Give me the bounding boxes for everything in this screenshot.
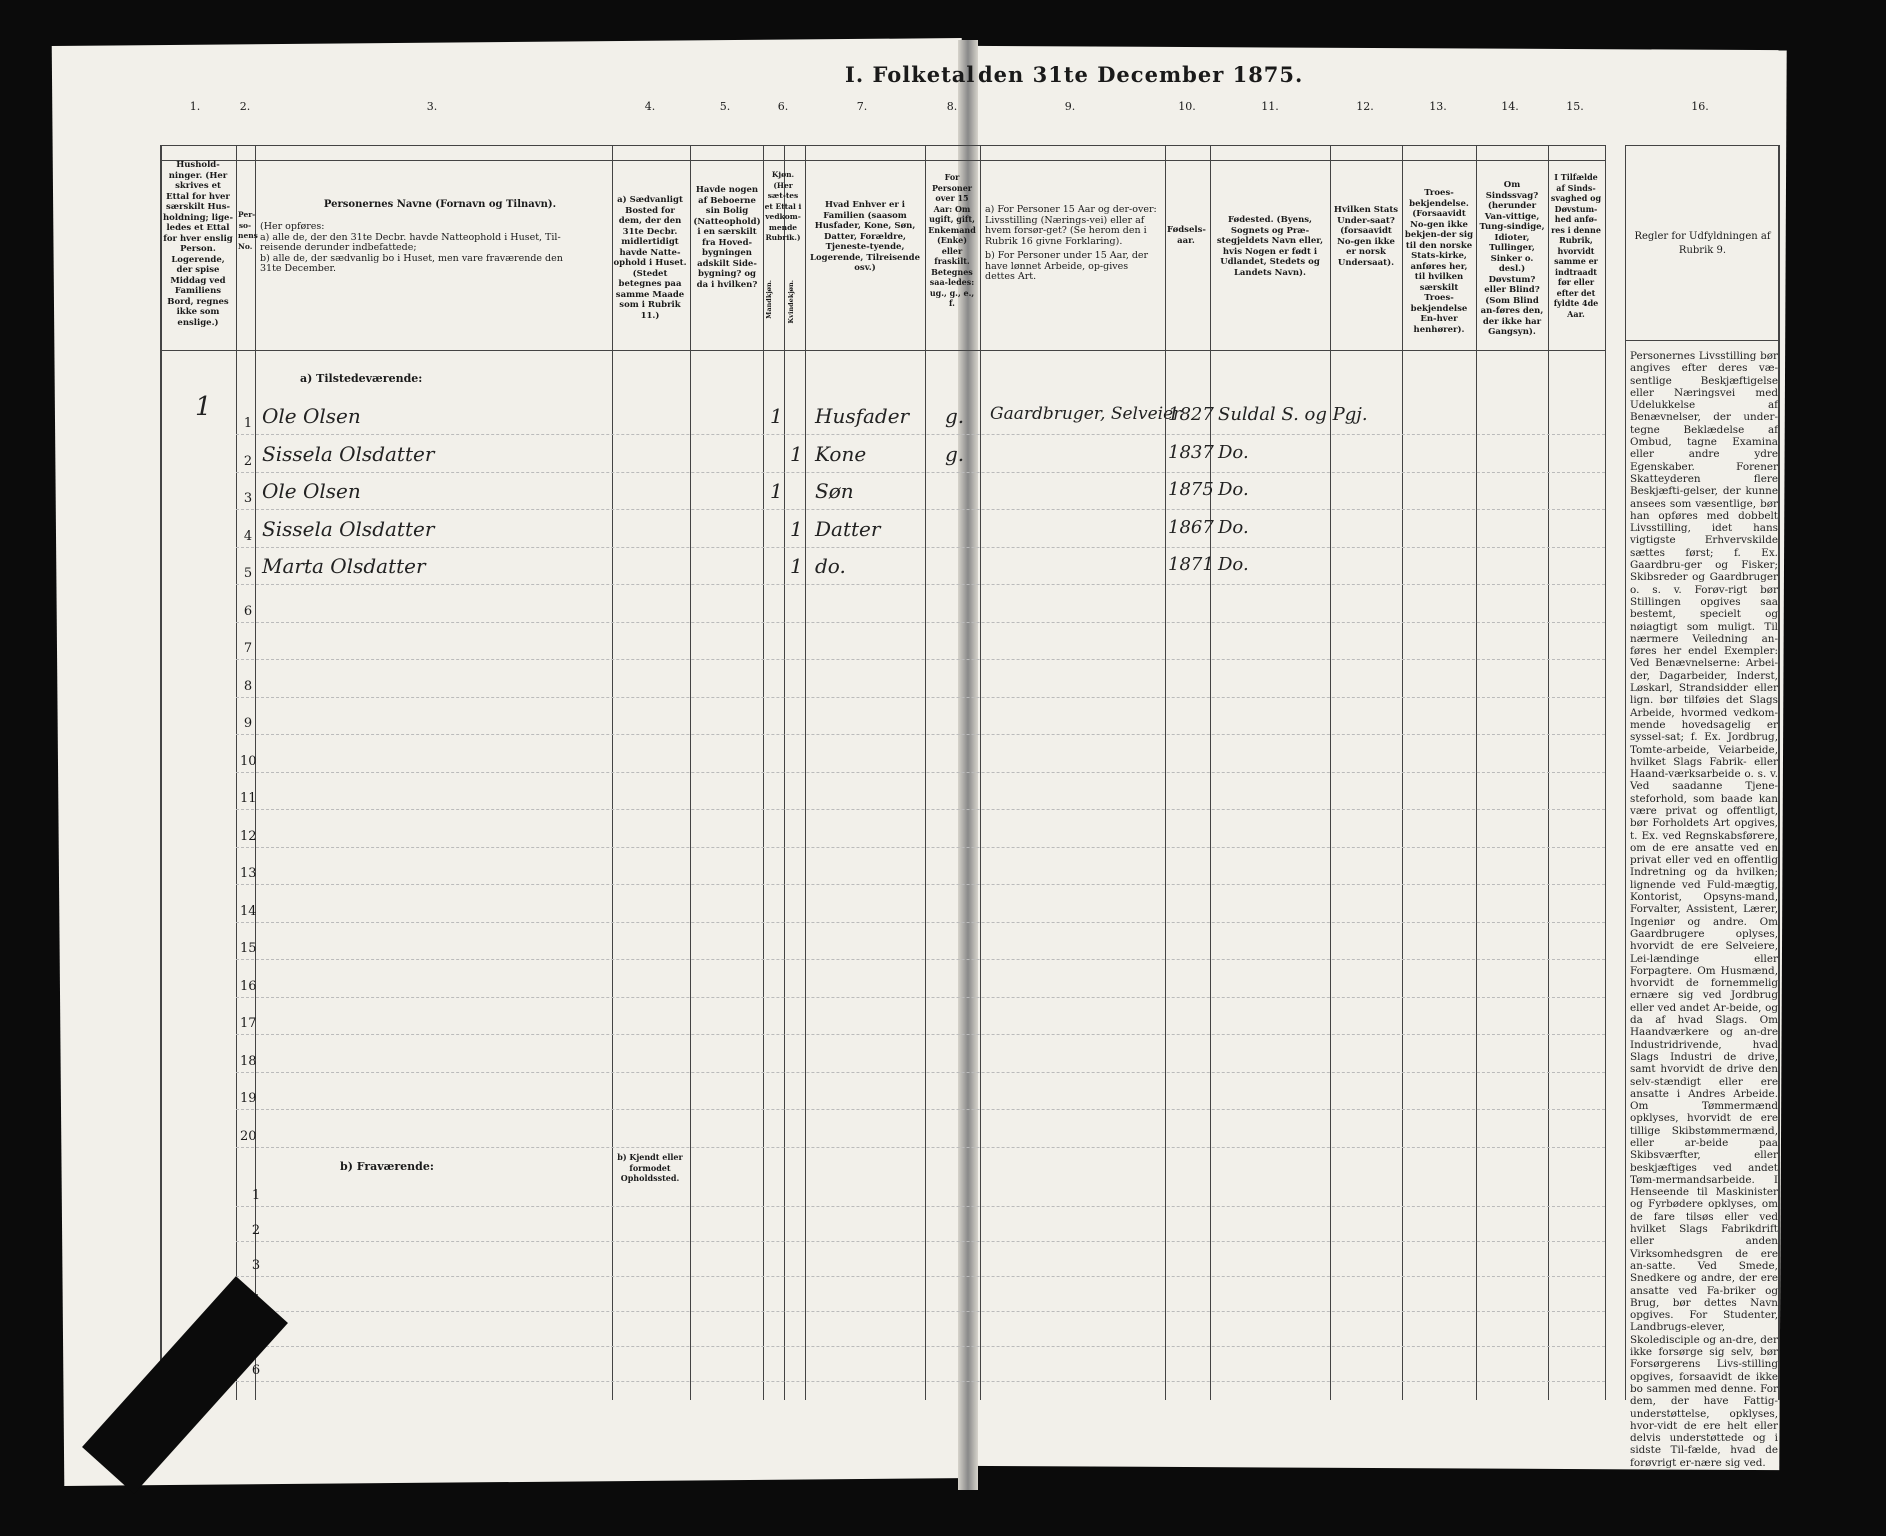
grid-header-line — [160, 350, 1605, 351]
birth-year: 1875 — [1168, 479, 1214, 500]
section-absent: b) Fraværende: — [340, 1160, 434, 1173]
birth-year: 1871 — [1168, 554, 1214, 575]
empty-row-number: 19 — [240, 1091, 257, 1106]
grid-column-line — [1476, 145, 1477, 1400]
grid-header-line — [160, 145, 1605, 146]
row-line — [236, 1072, 1605, 1073]
header-col6: Kjøn. (Her sæt-tes et Ettal i vedkom-mende Rubrik.) — [764, 170, 802, 242]
grid-column-line — [980, 145, 981, 1400]
absent-row-line — [236, 1381, 1605, 1382]
row-line — [236, 547, 1605, 548]
sex-male-mark: 1 — [770, 479, 783, 503]
empty-row-number: 6 — [243, 603, 253, 619]
header-col4: a) Sædvanligt Bosted for dem, der den 31te Decbr. midlertidigt havde Natte-ophold i Huset. (Stedet betegnes paa samme Maade som i Rubrik 11.) — [613, 195, 687, 321]
sex-female-mark: 1 — [790, 516, 803, 541]
absent-row-line — [236, 1346, 1605, 1347]
grid-column-line — [1605, 145, 1606, 1400]
birth-year: 1837 — [1168, 441, 1214, 463]
row-line — [236, 697, 1605, 698]
header-col3-sub: (Her opføres: — [260, 221, 325, 232]
person-number: 5 — [243, 566, 253, 581]
column-number: 6. — [777, 100, 789, 113]
header-col12: Hvilken Stats Under-saat? (forsaavidt No-gen ikke er norsk Undersaat). — [1333, 205, 1399, 268]
row-line — [236, 734, 1605, 735]
grid-header-line — [1625, 340, 1778, 341]
family-relation: Datter — [815, 516, 881, 541]
grid-column-line — [612, 145, 613, 1400]
column-number: 9. — [1064, 100, 1076, 113]
header-col6-female: Kvindekjøn. — [787, 280, 795, 324]
header-col11: Fødested. (Byens, Sognets og Præ-stegjeldets Navn eller, hvis Nogen er født i Udlandet, Stedets og Landets Navn). — [1216, 215, 1324, 278]
empty-row-number: 8 — [243, 678, 253, 694]
birthplace: Do. — [1218, 554, 1249, 575]
column-number: 5. — [719, 100, 731, 113]
sex-female-mark: 1 — [790, 441, 803, 466]
row-line — [236, 922, 1605, 923]
row-line — [236, 1109, 1605, 1110]
empty-row-number: 9 — [243, 716, 253, 731]
birth-year: 1867 — [1168, 516, 1214, 538]
empty-row-number: 13 — [240, 866, 257, 881]
family-relation: do. — [815, 554, 846, 578]
grid-column-line — [1330, 145, 1331, 1400]
section-present: a) Tilstedeværende: — [300, 372, 423, 385]
empty-row-number: 17 — [240, 1016, 257, 1031]
row-line — [236, 509, 1605, 510]
empty-row-number: 14 — [240, 903, 257, 919]
grid-column-line — [1165, 145, 1166, 1400]
column-number: 2. — [239, 100, 251, 113]
row-line — [236, 847, 1605, 848]
person-number: 3 — [243, 491, 253, 506]
family-relation: Husfader — [815, 404, 910, 428]
header-col9-b: b) For Personer under 15 Aar, der have lønnet Arbeide, op-gives dettes Art. — [985, 250, 1149, 282]
grid-column-line — [805, 145, 806, 1400]
person-name: Ole Olsen — [262, 479, 361, 503]
birth-year: 1827 — [1168, 404, 1214, 425]
column-number: 7. — [856, 100, 868, 113]
column-number: 11. — [1261, 100, 1279, 113]
sex-female-mark: 1 — [790, 554, 803, 578]
header-col8: For Personer over 15 Aar: Om ugift, gift, Enkemand (Enke) eller fraskilt. Betegnes saa-ledes: ug., g., e., f. — [928, 172, 976, 308]
column-number: 10. — [1178, 100, 1196, 113]
header-col16: Regler for Udfyldningen af Rubrik 9. — [1634, 231, 1771, 256]
birthplace: Do. — [1218, 479, 1249, 500]
header-col15: I Tilfælde af Sinds-svaghed og Døvstum-hed anfø-res i denne Rubrik, hvorvidt samme er indtraadt før eller efter det fyldte 4de Aar. — [1550, 172, 1602, 319]
grid-column-line — [255, 145, 256, 1400]
sex-male-mark: 1 — [770, 404, 783, 428]
birthplace: Do. — [1218, 441, 1249, 463]
grid-column-line — [1210, 145, 1211, 1400]
column-number: 3. — [426, 100, 438, 113]
column-number: 4. — [644, 100, 656, 113]
header-col6-male: Mandkjøn. — [765, 280, 773, 319]
birthplace: Suldal S. og Pgj. — [1218, 404, 1368, 425]
empty-row-number: 15 — [240, 941, 257, 956]
header-col3-b-text: b) alle de, der sædvanlig bo i Huset, men vare fraværende den 31te December. — [260, 252, 563, 274]
empty-row-number: 12 — [240, 828, 257, 844]
empty-row-number: 20 — [240, 1128, 257, 1144]
column-number: 12. — [1356, 100, 1374, 113]
row-line — [236, 434, 1605, 435]
row-line — [236, 584, 1605, 585]
grid-column-line — [690, 145, 691, 1400]
column-number: 16. — [1691, 100, 1709, 113]
absent-row-line — [236, 1206, 1605, 1207]
row-line — [236, 809, 1605, 810]
absent-row-number: 3 — [251, 1258, 261, 1273]
row-line — [236, 659, 1605, 660]
column-number: 13. — [1429, 100, 1447, 113]
grid-column-line — [1625, 145, 1626, 1400]
instructions-text: Personernes Livsstilling bør angives efter deres væ-sentlige Beskjæftigelse eller Næringsvei med Udelukkelse af Benævnelser, der under-tegne Beklædelse af Ombud, tagne Examina eller andre ydre Egenskaber. Forener Skatteyderen flere Beskjæfti-gelser, der kunne ansees som væsentlige, bør han opføres med dobbelt Livsstilling, idet hans vigtigste Erhvervskilde sættes først; f. Ex. Gaardbru-ger og Fisker; Skibsreder og Gaardbruger o. s. v. Forøv-rigt bør Stillingen opgives saa bestemt, specielt og nøiagtigt som muligt. Til nærmere Veiledning an-føres her endel Exempler: Ved Benævnelserne: Arbei-der, Dagarbeider, Inderst, Løskarl, Strandsidder eller lign. bør tilføies det Slags Arbeide, hvormed vedkom-mende hovedsagelig er syssel-sat; f. Ex. Jordbrug, Tomte-arbeide, Veiarbeide, hvilket Slags Fabrik- eller Haand-værksarbeide o. s. v. Ved saadanne Tjene-steforhold, som baade kan være privat og offentligt, bør Forholdets Art opgives, t. Ex. ved Regnskabsførere, om de ere ansatte ved en privat eller ved en offentlig Indretning og da hvilken; lignende ved Fuld-mægtig, Kontorist, Opsyns-mand, Forvalter, Assistent, Lærer, Ingeniør og andre. Om Gaardbrugere oplyses, hvorvidt de ere Selveiere, Lei-lændinge eller Forpagtere. Om Husmænd, hvorvidt de fornemmelig ernære sig ved Jordbrug eller ved andet Ar-beide, og da af hvad Slags. Om Haandværkere og an-dre Industridrivende, hvad Slags Industri de drive, samt hvorvidt de drive den selv-stændigt eller ere ansatte i Andres Arbeide. Om Tømmermænd opklyses, hvorvidt de ere tillige Skibstømmermænd, eller ar-beide paa Skibsværfter, eller beskjæftiges ved andet Tøm-mermandsarbeide. I Henseende til Maskinister og Fyrbødere opklyses, om de fare tilsøs eller ved hvilket Slags Fabrikdrift eller anden Virksomhedsgren de ere an-satte. Ved Smede, Snedkere og andre, der ere ansatte ved Fa-briker og Brug, bør dettes Navn opgives. For Studenter, Landbrugs-elever, Skoledisciple og an-dre, der ikke forsørge sig selv, bør Forsørgerens Livs-stilling opgives, forsaavidt de ikke bo sammen med denne. For dem, der have Fattig-understøttelse, opklyses, hvor-vidt de ere helt eller delvis understøttede og i sidste Til-fælde, hvad de forøvrigt er-nære sig ved. — [1630, 350, 1778, 1469]
person-name: Ole Olsen — [262, 404, 361, 428]
header-col1: Hushold-ninger. (Her skrives et Ettal for hver særskilt Hus-holdning; lige-ledes et Ettal for hver enslig Person. Logerende, der spise Middag ved Familiens Bord, regnes ikke som enslige.) — [163, 160, 233, 328]
grid-column-line — [784, 145, 785, 1400]
person-name: Sissela Olsdatter — [262, 441, 435, 466]
household-mark: 1 — [195, 392, 212, 422]
row-line — [236, 472, 1605, 473]
grid-header-line — [160, 160, 1605, 161]
header-col14: Om Sindssvag? (herunder Van-vittige, Tung-sindige, Idioter, Tullinger, Sinker o. desl.) Døvstum? eller Blind? (Som Blind an-føres den, der ikke har Gangsyn). — [1479, 180, 1545, 337]
header-col9 — [985, 205, 1160, 283]
section-absent-col4: b) Kjendt eller formodet Opholdssted. — [617, 1152, 683, 1183]
header-col3-title: Personernes Navne (Fornavn og Tilnavn). — [323, 199, 557, 210]
absent-row-line — [236, 1276, 1605, 1277]
absent-row-number: 1 — [251, 1188, 261, 1203]
empty-row-number: 10 — [240, 753, 257, 769]
civil-status: g. — [945, 404, 965, 428]
column-number: 8. — [946, 100, 958, 113]
grid-column-line — [1548, 145, 1549, 1400]
header-col13: Troes-bekjendelse. (Forsaavidt No-gen ikke bekjen-der sig til den norske Stats-kirke, anføres her, til hvilken særskilt Troes-bekjendelse En-hver henhører). — [1404, 188, 1474, 335]
column-number: 15. — [1566, 100, 1584, 113]
row-line — [236, 1147, 1605, 1148]
grid-column-line — [763, 145, 764, 1400]
absent-row-line — [236, 1311, 1605, 1312]
absent-row-line — [236, 1241, 1605, 1242]
empty-row-number: 16 — [240, 978, 257, 994]
header-col10: Fødsels-aar. — [1167, 225, 1206, 246]
empty-row-number: 11 — [240, 791, 257, 806]
grid-column-line — [160, 145, 162, 1400]
occupation: Gaardbruger, Selveier — [990, 404, 1182, 424]
form-title-right: den 31te December 1875. — [978, 62, 1304, 87]
person-number: 1 — [243, 416, 253, 431]
form-title-left: I. Folketal — [845, 62, 976, 87]
header-col3-a-text: a) alle de, der den 31te Decbr. havde Natteophold i Huset, Til-reisende derunder indbefattede; — [260, 231, 561, 253]
person-name: Sissela Olsdatter — [262, 516, 435, 541]
row-line — [236, 622, 1605, 623]
column-number: 1. — [189, 100, 201, 113]
row-line — [236, 772, 1605, 773]
grid-column-line — [1402, 145, 1403, 1400]
grid-column-line — [1778, 145, 1780, 1400]
family-relation: Kone — [815, 441, 867, 466]
row-line — [236, 959, 1605, 960]
header-col3-a — [260, 222, 580, 275]
person-number: 4 — [243, 528, 253, 544]
empty-row-number: 7 — [243, 641, 253, 656]
empty-row-number: 18 — [240, 1053, 257, 1069]
column-number: 14. — [1501, 100, 1519, 113]
civil-status: g. — [945, 441, 965, 466]
header-col2: Per-so-nens No. — [238, 210, 258, 251]
family-relation: Søn — [815, 479, 854, 503]
row-line — [236, 1034, 1605, 1035]
absent-row-number: 6 — [251, 1363, 261, 1378]
row-line — [236, 884, 1605, 885]
row-line — [236, 997, 1605, 998]
birthplace: Do. — [1218, 516, 1249, 538]
person-number: 2 — [243, 453, 253, 469]
header-col7: Hvad Enhver er i Familien (saasom Husfader, Kone, Søn, Datter, Forældre, Tjeneste-tyende, Logerende, Tilreisende osv.) — [810, 200, 920, 273]
grid-header-line — [1625, 145, 1778, 146]
person-name: Marta Olsdatter — [262, 554, 426, 578]
grid-column-line — [925, 145, 926, 1400]
header-col9-a: a) For Personer 15 Aar og der-over: Livsstilling (Nærings-vei) eller af hvem forsør-get? (Se herom den i Rubrik 16 givne Forklaring). — [985, 204, 1157, 247]
absent-row-number: 2 — [251, 1223, 261, 1238]
grid-column-line — [236, 145, 237, 1400]
header-col5: Havde nogen af Beboerne sin Bolig (Natteophold) i en særskilt fra Hoved-bygningen adskilt Side-bygning? og da i hvilken? — [693, 185, 761, 290]
